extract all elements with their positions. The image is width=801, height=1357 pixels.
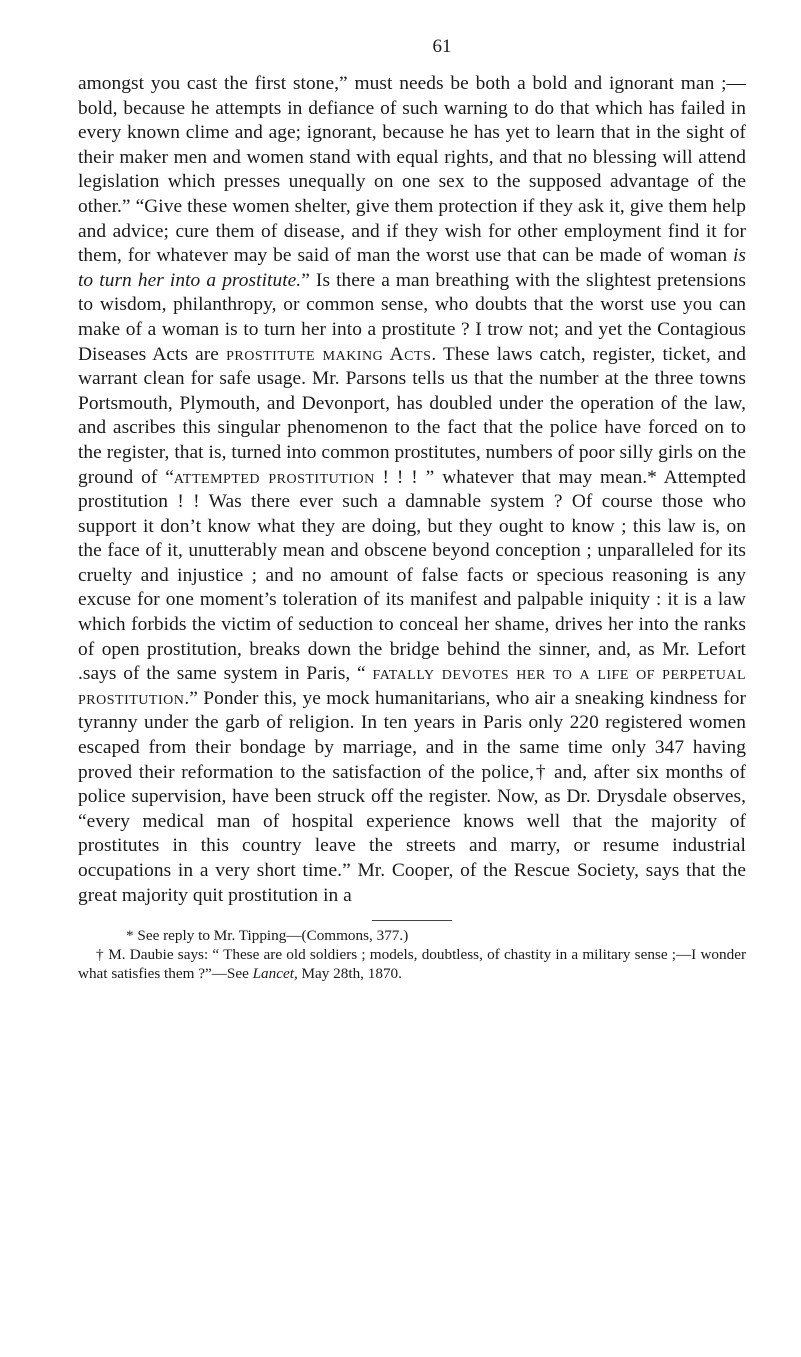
text-run: ! ! ! ” whatever that may mean.* Attempted prostitution ! ! Was there ever such a damnable system ? Of course those who support it don’t know what they are doing, but they ought to know ; this law is, on the face of it, unutterably mean and obscene beyond conception ; unparalleled for its cruelty and injustice ; and no amount of false facts or specious reasoning is any excuse for one moment’s toleration of its manifest and palpable iniquity : it is a law which forbids the victim of seduction to conceal her shame, drives her into the ranks of open prostitution, breaks down the bridge behind the sinner, and, as Mr. Lefort .says of the same system in Paris, “	[78, 466, 746, 685]
small-caps-run: attempted prostitution	[173, 466, 375, 488]
main-paragraph	[78, 72, 746, 908]
footnote-2-tail: May 28th, 1870.	[297, 964, 402, 982]
italic-run: is to turn her into a prostitute.	[78, 245, 746, 291]
text-run: .” Ponder this, ye mock humanitarians, who air a sneaking kindness for tyranny under the garb of religion. In ten years in Paris only 220 registered women escaped from their bondage by marriage, and in the same time only 347 having proved their reformation to the satisfaction of the police,† and, after six months of police supervision, have been struck off the register. Now, as Dr. Drysdale observes, “every medical man of hospital experience knows well that the majority of prostitutes in this country leave the streets and marry, or resume industrial occupations in a very short time.” Mr. Cooper, of the Rescue Society, says that the great majority quit prostitution in a	[78, 687, 746, 906]
footnote-1: * See reply to Mr. Tipping—(Commons, 377.)	[126, 927, 409, 945]
document-page	[78, 36, 746, 984]
text-run: ” Is there a man breathing with the slightest pretensions to wisdom, philanthropy, or common sense, who doubts that the worst use you can make of a woman is to turn her into a prostitute ? I trow not; and yet the Contagious Diseases Acts are	[78, 269, 746, 365]
small-caps-run: prostitute making Acts	[226, 343, 432, 365]
text-run: . These laws catch, register, ticket, and warrant clean for safe usage. Mr. Parsons tells us that the number at the three towns Portsmouth, Plymouth, and Devonport, has doubled under the operation of the law, and ascribes this singular phenomenon to the fact that the police have forced on to the register, that is, turned into common prostitutes, numbers of poor silly girls on the ground of “	[78, 343, 747, 488]
text-run: amongst you cast the first stone,” must needs be both a bold and ignorant man ;—bold, because he attempts in defiance of such warning to do that which has failed in every known clime and age; ignorant, because he has yet to learn that in the sight of their maker men and women stand with equal rights, and that no blessing will attend legislation which presses unequally on one sex to the supposed advantage of the other.” “Give these women shelter, give them protection if they ask it, give them help and advice; cure them of disease, and if they wish for other employment find it for them, for whatever may be said of man the worst use that can be made of woman	[78, 73, 746, 267]
footnote-2-italic: Lancet,	[252, 964, 298, 982]
page-number: 61	[432, 36, 452, 57]
small-caps-run: fatally devotes her to a life of perpetual prostitution	[78, 663, 746, 709]
footnote-2	[78, 946, 746, 984]
footnote-2-text: † M. Daubie says: “ These are old soldiers ; models, doubtless, of chastity in a military sense ;—I wonder what satisfies them ?”—See	[78, 945, 746, 982]
paragraph-text	[78, 72, 746, 908]
footnotes	[78, 927, 746, 983]
footnote-divider	[372, 920, 452, 921]
